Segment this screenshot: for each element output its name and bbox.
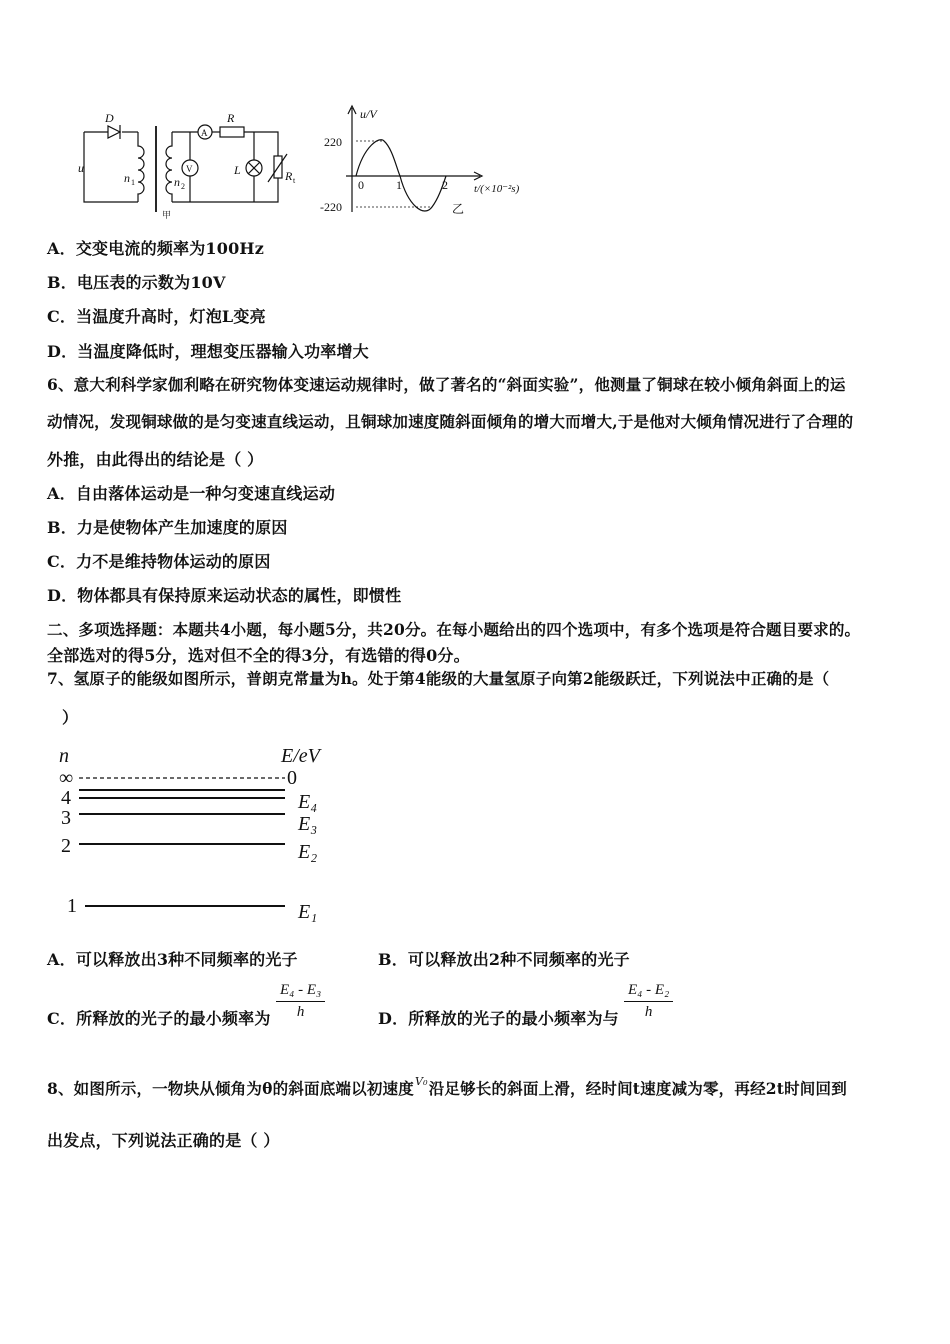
circuit-figure bbox=[72, 108, 312, 224]
level-n-2: 2 bbox=[61, 835, 71, 857]
wave-xlabel: t/(×10⁻²s) bbox=[474, 183, 520, 195]
q7-stem-line1: 7、氢原子的能级如图所示，普朗克常量为h。处于第4能级的大量氢原子向第2能级跃迁，下列说法中正确的是（ bbox=[47, 669, 830, 688]
q8-stem-line1 bbox=[47, 1077, 847, 1099]
q7-option-c-fraction bbox=[276, 982, 325, 1021]
q6-stem-line3: 外推，由此得出的结论是（ ） bbox=[47, 450, 264, 469]
q7-option-c: C．所释放的光子的最小频率为 bbox=[47, 1009, 271, 1028]
level-n-3: 3 bbox=[61, 807, 71, 829]
q7-option-a: A．可以释放出3种不同频率的光子 bbox=[47, 950, 298, 969]
wave-ytick-top: 220 bbox=[324, 135, 342, 149]
q6-option-b: B．力是使物体产生加速度的原因 bbox=[47, 518, 288, 537]
energy-level-diagram bbox=[55, 738, 345, 928]
q5-option-d: D．当温度降低时，理想变压器输入功率增大 bbox=[47, 342, 369, 361]
q7-option-c-denominator: h bbox=[296, 1004, 305, 1020]
lamp-label: L bbox=[234, 163, 241, 177]
q6-stem-line1: 6、意大利科学家伽利略在研究物体变速运动规律时，做了著名的“斜面实验”，他测量了铜球在较小倾角斜面上的运 bbox=[47, 375, 846, 394]
q6-option-c: C．力不是维持物体运动的原因 bbox=[47, 552, 271, 571]
section2-heading-line2: 全部选对的得5分，选对但不全的得3分，有选错的得0分。 bbox=[47, 646, 470, 665]
waveform-figure bbox=[318, 100, 548, 224]
n2-label: n bbox=[174, 175, 180, 189]
ammeter-icon: A bbox=[201, 128, 208, 138]
q7-option-d-fraction bbox=[624, 982, 673, 1021]
q6-option-d: D．物体都具有保持原来运动状态的属性，即惯性 bbox=[47, 586, 402, 605]
q8-stem-part1: 8、如图所示，一物块从倾角为θ的斜面底端以初速度 bbox=[47, 1079, 414, 1098]
q5-option-c: C．当温度升高时，灯泡L变亮 bbox=[47, 307, 266, 326]
q6-stem-line2: 动情况，发现铜球做的是匀变速直线运动，且铜球加速度随斜面倾角的增大而增大,于是他对大倾角情况进行了合理的 bbox=[47, 412, 854, 431]
q5-option-b: B．电压表的示数为10V bbox=[47, 273, 226, 292]
diagram-n-label: n bbox=[59, 745, 69, 767]
level-e-inf: 0 bbox=[287, 767, 297, 789]
n2-sub: 2 bbox=[181, 182, 185, 191]
wave-xtick-0: 0 bbox=[358, 178, 364, 192]
level-e-2: E₂ bbox=[298, 841, 318, 863]
thermistor-sub: t bbox=[293, 176, 296, 185]
wave-xtick-1: 1 bbox=[396, 178, 402, 192]
n1-sub: 1 bbox=[131, 178, 135, 187]
diagram-e-label: E/eV bbox=[281, 745, 320, 767]
level-e-3: E₃ bbox=[298, 813, 318, 835]
level-n-1: 1 bbox=[67, 895, 77, 917]
q7-option-d-numerator: E₄ - E₂ bbox=[624, 982, 673, 1002]
thermistor-label: R bbox=[285, 169, 293, 183]
q7-stem-line2: ） bbox=[62, 708, 79, 727]
level-e-4: E₄ bbox=[298, 791, 318, 813]
voltmeter-icon: V bbox=[186, 164, 193, 174]
section2-heading-line1: 二、多项选择题：本题共4小题，每小题5分，共20分。在每小题给出的四个选项中，有多个选项是符合题目要求的。 bbox=[47, 620, 861, 639]
q8-stem-line2: 出发点，下列说法正确的是（ ） bbox=[47, 1131, 280, 1150]
q7-option-b: B．可以释放出2种不同频率的光子 bbox=[378, 950, 630, 969]
q7-option-d: D．所释放的光子的最小频率为与 bbox=[378, 1009, 619, 1028]
wave-xtick-2: 2 bbox=[442, 178, 448, 192]
q8-stem-part2: 沿足够长的斜面上滑，经时间t速度减为零，再经2t时间回到 bbox=[428, 1079, 847, 1098]
q6-option-a: A．自由落体运动是一种匀变速直线运动 bbox=[47, 484, 336, 503]
resistor-label: R bbox=[227, 111, 235, 125]
q7-option-d-denominator: h bbox=[644, 1004, 653, 1020]
diode-label: D bbox=[105, 111, 114, 125]
figure-caption-jia: 甲 bbox=[162, 210, 172, 220]
level-n-inf: ∞ bbox=[59, 767, 74, 789]
wave-ytick-bottom: -220 bbox=[320, 200, 342, 214]
n1-label: n bbox=[124, 171, 130, 185]
q5-option-a: A．交变电流的频率为100Hz bbox=[47, 239, 265, 258]
level-e-1: E₁ bbox=[298, 901, 318, 923]
source-label: u bbox=[78, 161, 84, 175]
q8-v0: V₀ bbox=[414, 1075, 428, 1088]
figure-caption-yi: 乙 bbox=[452, 202, 465, 216]
level-n-4: 4 bbox=[61, 787, 71, 809]
wave-ylabel: u/V bbox=[360, 107, 377, 121]
q7-option-c-numerator: E₄ - E₃ bbox=[276, 982, 325, 1002]
